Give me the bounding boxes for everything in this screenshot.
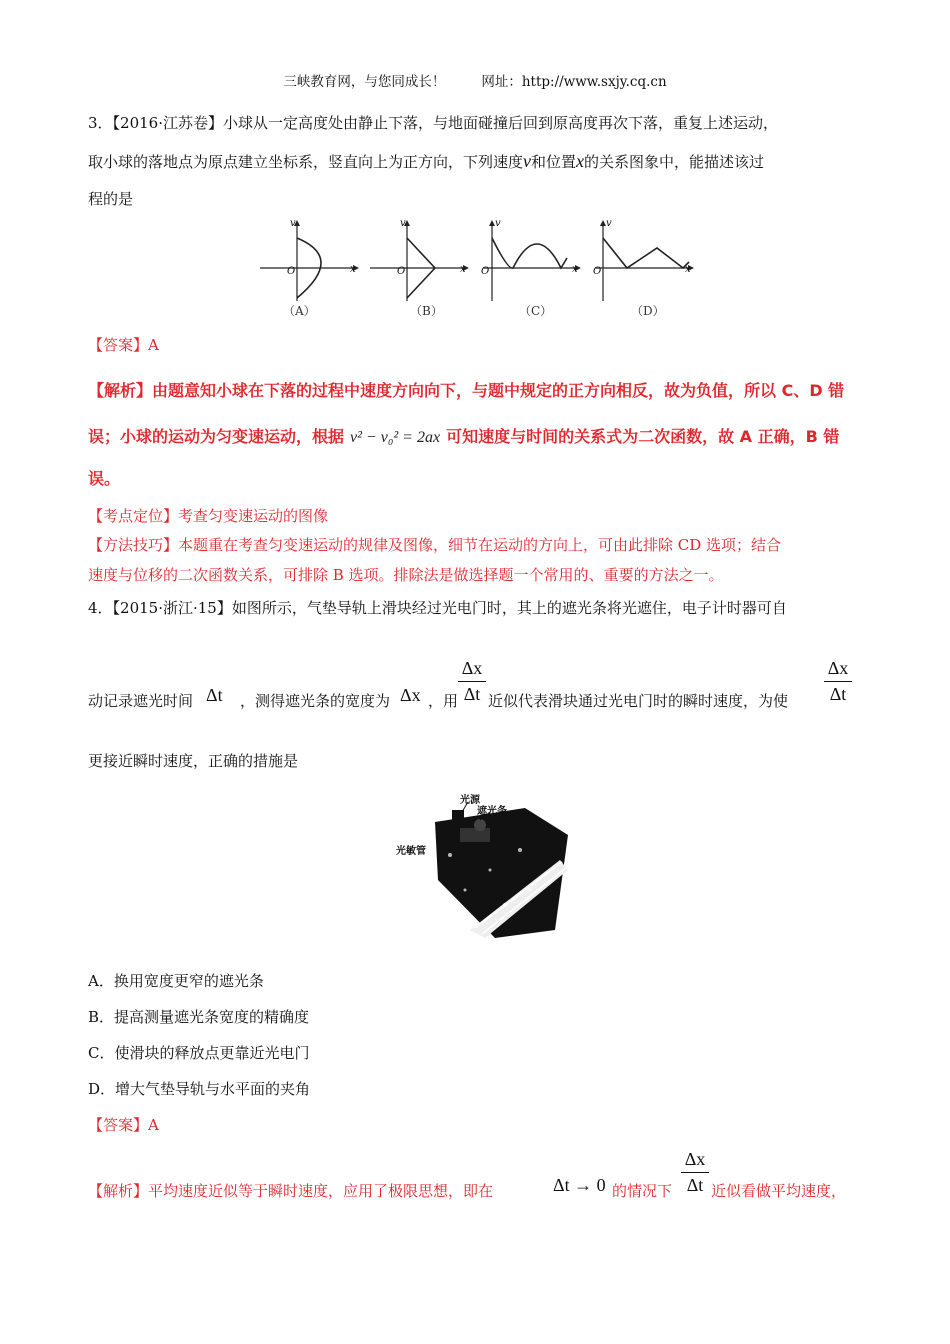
- label-shade-strip: 遮光条: [477, 806, 507, 817]
- var-v: v: [523, 151, 532, 171]
- q3-point: 【考点定位】考查匀变速运动的图像: [88, 507, 329, 525]
- q4-analysis-b: 的情况下: [612, 1182, 673, 1200]
- delta-x: Δx: [400, 685, 421, 705]
- q4-line-2c: ，用: [428, 692, 459, 710]
- q4-line-1: 4．【2015·浙江·15】如图所示，气垫导轨上滑块经过光电门时，其上的遮光条将光遮住，电子计时器可自: [88, 599, 787, 617]
- q3-answer: 【答案】A: [88, 336, 159, 354]
- graph-c-caption: （C）: [519, 304, 553, 318]
- q3-analysis-2: 误；小球的运动为匀变速运动，根据 v² − v₀² = 2ax 可知速度与时间的关系式为二次函数，故 A 正确，B 错: [88, 427, 840, 446]
- q4-line-2d: 近似代表滑块通过光电门时的瞬时速度，为使: [488, 692, 789, 710]
- q4-analysis-c: 近似看做平均速度，: [711, 1182, 847, 1200]
- q3-method-1: 【方法技巧】本题重在考查匀变速运动的规律及图像，细节在运动的方向上，可由此排除 CD 选项；结合: [88, 536, 782, 554]
- option-b: B．提高测量遮光条宽度的精确度: [88, 1008, 310, 1026]
- graph-d-origin: O: [593, 266, 602, 277]
- label-sensor: 光敏管: [396, 846, 426, 857]
- graph-a-v: v: [290, 218, 296, 229]
- page-header: [0, 70, 950, 90]
- graph-a-caption: （A）: [283, 304, 316, 318]
- kinematics-formula: v² − v₀² = 2ax: [350, 429, 441, 446]
- graph-a-origin: O: [287, 266, 296, 277]
- q3-method-2: 速度与位移的二次函数关系，可排除 B 选项。排除法是做选择题一个常用的、重要的方法之一。: [88, 566, 724, 584]
- graph-c-origin: O: [481, 266, 490, 277]
- graph-d-curve: [603, 238, 689, 268]
- graph-a-x: x: [350, 264, 356, 275]
- option-d: D．增大气垫导轨与水平面的夹角: [88, 1080, 311, 1098]
- graph-b-x: x: [460, 264, 466, 275]
- q3-analysis-1: 【解析】由题意知小球在下落的过程中速度方向向下，与题中规定的正方向相反，故为负值，所以 C、D 错: [88, 381, 845, 400]
- fraction-dx-dt-2: $\frac{\Delta x}{\Delta t}$: [824, 658, 852, 705]
- option-a: A．换用宽度更窄的遮光条: [88, 972, 264, 990]
- q3-analysis-3: 误。: [88, 469, 121, 488]
- graph-c-v: v: [495, 218, 501, 229]
- q3-line-1: 3．【2016·江苏卷】小球从一定高度处由静止下落，与地面碰撞后回到原高度再次下落，重复上述运动，: [88, 114, 778, 132]
- limit-expression: Δt → 0: [553, 1175, 606, 1195]
- graph-c-curve: [492, 238, 567, 268]
- graph-b-origin: O: [397, 266, 406, 277]
- site-url[interactable]: 网址：http://www.sxjy.cq.cn: [481, 74, 667, 90]
- q3-line-2: 取小球的落地点为原点建立坐标系，竖直向上为正方向，下列速度v和位置x的关系图象中，能描述该过: [88, 151, 765, 171]
- q3-graphs: [255, 218, 695, 323]
- option-c: C．使滑块的释放点更靠近光电门: [88, 1044, 310, 1062]
- fraction-dx-dt-1: $\frac{\Delta x}{\Delta t}$: [458, 658, 486, 705]
- fraction-dx-dt-3: $\frac{\Delta x}{\Delta t}$: [681, 1149, 709, 1196]
- graph-c-x: x: [572, 264, 578, 275]
- q4-analysis-a: 【解析】平均速度近似等于瞬时速度，应用了极限思想，即在: [88, 1182, 494, 1200]
- site-slogan: 三峡教育网，与您同成长！: [283, 74, 446, 90]
- q4-line-3: 更接近瞬时速度，正确的措施是: [88, 752, 299, 770]
- q4-line-2b: ，测得遮光条的宽度为: [240, 692, 391, 710]
- graph-b-v: v: [400, 218, 406, 229]
- q3-line-3: 程的是: [88, 190, 134, 208]
- graph-d-caption: （D）: [631, 304, 665, 318]
- graph-b-caption: （B）: [410, 304, 443, 318]
- delta-t: Δt: [206, 685, 223, 705]
- label-light-source: 光源: [460, 795, 480, 806]
- q4-line-2a: 动记录遮光时间: [88, 692, 194, 710]
- var-x: x: [576, 151, 585, 171]
- graph-d-x: x: [685, 264, 691, 275]
- graph-d-v: v: [606, 218, 612, 229]
- q4-answer: 【答案】A: [88, 1116, 159, 1134]
